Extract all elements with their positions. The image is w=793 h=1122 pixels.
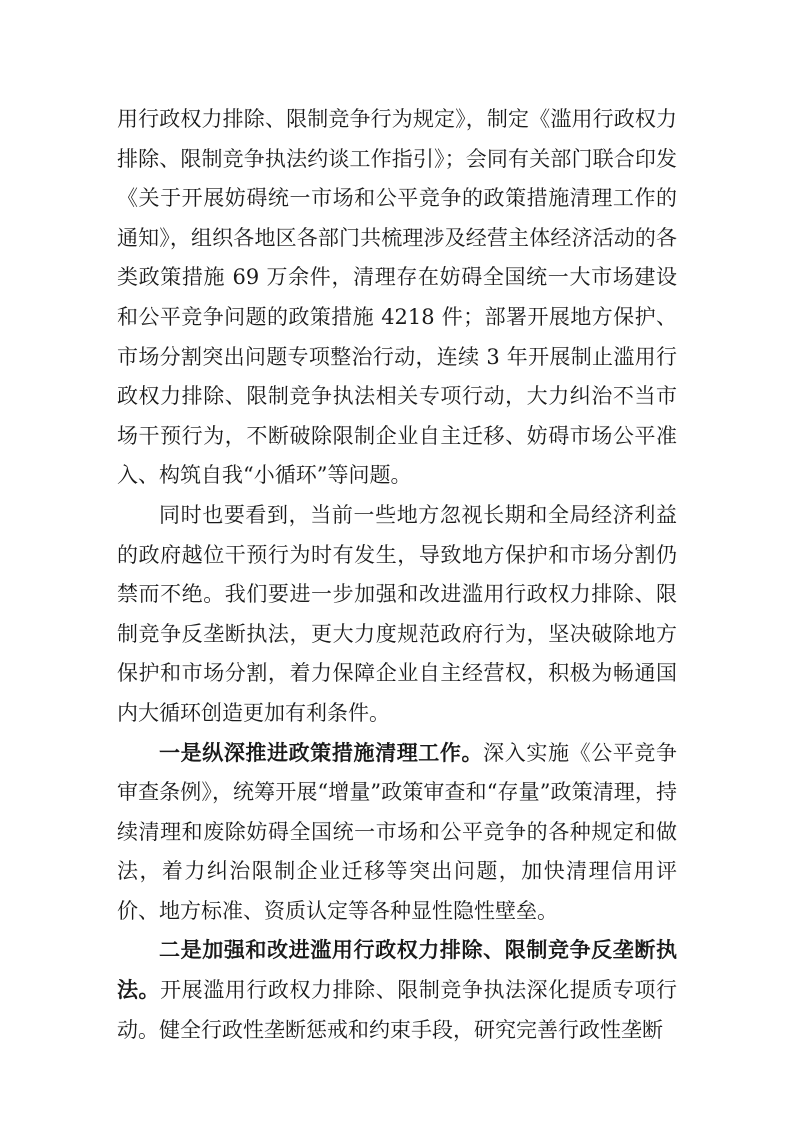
paragraph-text: 深入实施《公平竞争审查条例》，统筹开展“增量”政策审查和“存量”政策清理，持续清理和废除妨碍全国统一市场和公平竞争的各种规定和做法，着力纠治限制企业迁移等突出问题，加快清理信用评价、地方标准、资质认定等各种显性隐性壁垒。 [117,740,678,923]
paragraph-text: 开展滥用行政权力排除、限制竞争执法深化提质专项行动。健全行政性垄断惩戒和约束手段，研究完善行政性垄断 [117,978,678,1042]
paragraph-point-one [117,734,677,932]
paragraph-continuation [117,100,677,496]
paragraph-point-two [117,931,677,1050]
paragraph-text: 同时也要看到，当前一些地方忽视长期和全局经济利益的政府越位干预行为时有发生，导致地方保护和市场分割仍禁而不绝。我们要进一步加强和改进滥用行政权力排除、限制竞争反垄断执法，更大力度规范政府行为，坚决破除地方保护和市场分割，着力保障企业自主经营权，积极为畅通国内大循环创造更加有利条件。 [117,502,677,725]
paragraph-current-situation [117,496,677,734]
paragraph-lead-heading: 二是加强和改进滥用行政权力排除、限制竞争反垄断执法。 [117,938,677,1003]
document-body [117,100,677,1050]
paragraph-text: 用行政权力排除、限制竞争行为规定》，制定《滥用行政权力排除、限制竞争执法约谈工作指引》；会同有关部门联合印发《关于开展妨碍统一市场和公平竞争的政策措施清理工作的通知》，组织各地区各部门共梳理涉及经营主体经济活动的各类政策措施 69 万余件，清理存在妨碍全国统一大市场建设和公平竞争问题的政策措施 4218 件；部署开展地方保护、市场分割突出问题专项整治行动，连续 3 年开展制止滥用行政权力排除、限制竞争执法相关专项行动，大力纠治不当市场干预行为，不断破除限制企业自主迁移、妨碍市场公平准入、构筑自我“小循环”等问题。 [117,107,677,488]
paragraph-lead-heading: 一是纵深推进政策措施清理工作。 [159,740,484,765]
